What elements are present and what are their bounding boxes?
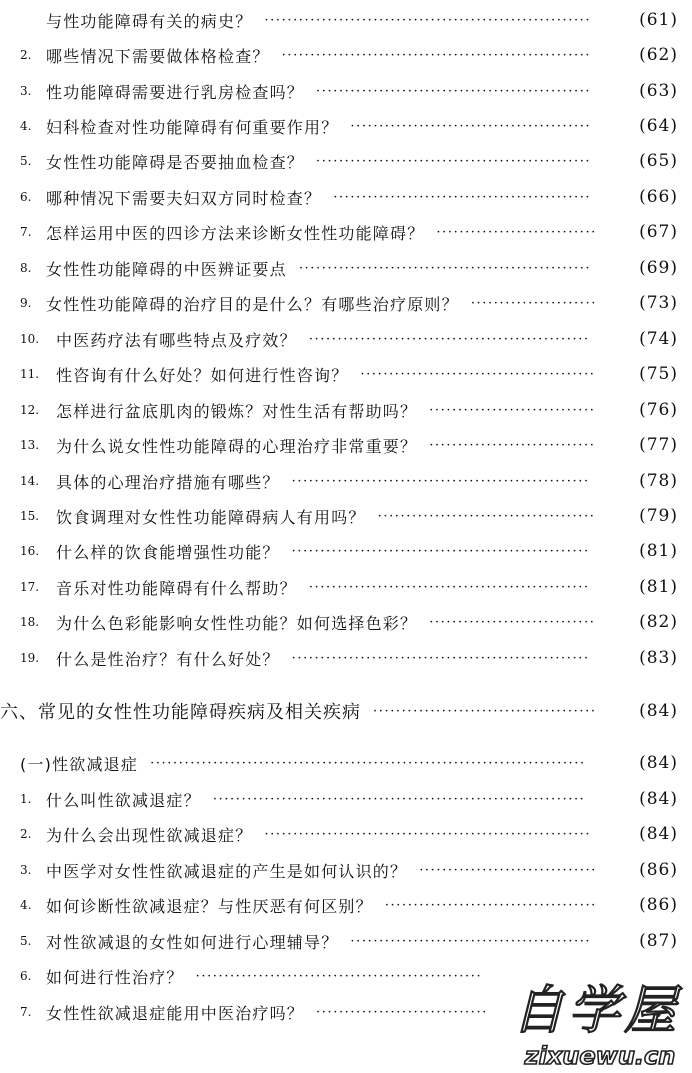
toc-entry-number: 12. (20, 403, 40, 417)
toc-entry-number: 9. (20, 296, 32, 310)
toc-entry[interactable] (0, 927, 678, 955)
toc-entry-title: 为什么色彩能影响女性性功能？如何选择色彩？ (56, 613, 418, 633)
toc-entry-title: 饮食调理对女性性功能障碍病人有用吗？ (56, 507, 366, 527)
toc-subsection-heading[interactable] (0, 749, 678, 777)
toc-entry[interactable] (0, 608, 678, 636)
toc-page-number: (81) (639, 541, 678, 561)
toc-entry-title: 什么是性治疗？有什么好处？ (56, 649, 280, 669)
toc-entry-title: 哪些情况下需要做体格检查？ (46, 46, 270, 66)
toc-entry-number: 5. (20, 154, 32, 168)
watermark-logo (500, 960, 692, 1073)
toc-entry[interactable] (0, 467, 678, 495)
toc-entry[interactable] (0, 820, 678, 848)
toc-page-number: (63) (639, 81, 678, 101)
toc-leader-dots: ··················································· (298, 260, 592, 276)
toc-leader-dots: ···················································· (291, 473, 590, 489)
toc-leader-dots: ······································· (373, 703, 597, 719)
toc-entry-title: 中医学对女性性欲减退症的产生是如何认识的？ (46, 861, 408, 881)
toc-page-number: (79) (639, 506, 678, 526)
toc-entry[interactable] (0, 396, 678, 424)
toc-entry-number: 18. (20, 615, 40, 629)
toc-entry[interactable] (0, 147, 678, 175)
toc-entry-number: 3. (20, 863, 32, 877)
toc-entry-title: 与性功能障碍有关的病史？ (46, 11, 253, 31)
toc-entry-title: 怎样进行盆底肌肉的锻炼？对性生活有帮助吗？ (56, 401, 418, 421)
toc-entry-number: 7. (20, 225, 32, 239)
toc-entry-title: 对性欲减退的女性如何进行心理辅导？ (46, 932, 339, 952)
toc-page-number: (84) (639, 753, 678, 773)
toc-entry-number: 2. (20, 48, 32, 62)
toc-entry-number: 15. (20, 509, 40, 523)
toc-leader-dots: ····························· (429, 402, 596, 418)
toc-entry-title: 妇科检查对性功能障碍有何重要作用？ (46, 117, 339, 137)
toc-entry[interactable] (0, 431, 678, 459)
toc-leader-dots: ····························· (429, 437, 596, 453)
toc-page-number: (64) (639, 116, 678, 136)
toc-entry-number: 19. (20, 651, 40, 665)
toc-entry-number: 2. (20, 827, 32, 841)
toc-entry[interactable] (0, 502, 678, 530)
toc-entry[interactable] (0, 785, 678, 813)
toc-page-number: (62) (639, 45, 678, 65)
toc-leader-dots: ········································· (360, 366, 596, 382)
toc-leader-dots: ······························ (316, 1004, 488, 1020)
toc-leader-dots: ···························· (436, 224, 597, 240)
toc-entry[interactable] (0, 360, 678, 388)
toc-entry-title: 怎样运用中医的四诊方法来诊断女性性功能障碍？ (46, 223, 425, 243)
toc-entry-title: 女性性欲减退症能用中医治疗吗？ (46, 1003, 305, 1023)
toc-leader-dots: ································································· (212, 791, 586, 807)
toc-leader-dots: ······························· (419, 862, 597, 878)
toc-leader-dots: ················································· (308, 579, 590, 595)
toc-page-number: (76) (639, 400, 678, 420)
toc-entry-title: 音乐对性功能障碍有什么帮助？ (56, 578, 297, 598)
toc-entry-title: 什么叫性欲减退症？ (46, 790, 201, 810)
toc-leader-dots: ······················ (470, 295, 597, 311)
toc-entry-number: 16. (20, 544, 40, 558)
toc-page-number: (75) (639, 364, 678, 384)
toc-page-number: (69) (639, 258, 678, 278)
toc-page-number: (82) (639, 612, 678, 632)
toc-leader-dots: ···················································· (291, 650, 590, 666)
toc-entry-number: 4. (20, 898, 32, 912)
toc-leader-dots: ······················································ (281, 47, 592, 63)
toc-page-number: (73) (639, 293, 678, 313)
toc-leader-dots: ······································ (377, 508, 596, 524)
toc-entry-title: 女性性功能障碍的治疗目的是什么？有哪些治疗原则？ (46, 294, 459, 314)
toc-page-number: (74) (639, 329, 678, 349)
toc-page-number: (86) (639, 860, 678, 880)
toc-entry-title: 六、常见的女性性功能障碍疾病及相关疾病 (0, 702, 361, 723)
toc-entry-number: 3. (20, 84, 32, 98)
toc-entry[interactable] (0, 183, 678, 211)
watermark-title: 自学屋 (511, 981, 681, 1041)
toc-leader-dots: ················································ (316, 153, 592, 169)
toc-entry-title: 性咨询有什么好处？如何进行性咨询？ (56, 365, 349, 385)
toc-leader-dots: ············································································ (150, 755, 586, 771)
toc-entry-number: 5. (20, 934, 32, 948)
toc-entry-number: 14. (20, 474, 40, 488)
toc-entry-title: 如何进行性治疗？ (46, 967, 184, 987)
toc-entry[interactable] (0, 112, 678, 140)
toc-entry[interactable] (0, 325, 678, 353)
toc-entry-title: 为什么说女性性功能障碍的心理治疗非常重要？ (56, 436, 418, 456)
toc-leader-dots: ············································· (333, 189, 592, 205)
toc-entry[interactable] (0, 254, 678, 282)
toc-entry-title: 性功能障碍需要进行乳房检查吗？ (46, 82, 305, 102)
watermark-url: zixuewu.cn (524, 1042, 676, 1070)
toc-entry-title: 具体的心理治疗措施有哪些？ (56, 472, 280, 492)
toc-page-number: (84) (639, 789, 678, 809)
toc-entry-number: 4. (20, 119, 32, 133)
toc-leader-dots: ···················································· (291, 543, 590, 559)
toc-page-number: (78) (639, 471, 678, 491)
toc-leader-dots: ·················································· (195, 968, 483, 984)
toc-entry-number: 13. (20, 438, 40, 452)
toc-page-number: (67) (639, 222, 678, 242)
toc-entry-number: 6. (20, 190, 32, 204)
toc-entry[interactable] (0, 644, 678, 672)
toc-entry[interactable] (0, 218, 678, 246)
toc-leader-dots: ················································· (308, 331, 590, 347)
toc-entry-title: 女性性功能障碍的中医辨证要点 (46, 259, 287, 279)
toc-entry[interactable] (0, 537, 678, 565)
toc-page-number: (84) (639, 701, 678, 721)
toc-entry-title: 什么样的饮食能增强性功能？ (56, 542, 280, 562)
toc-entry-number: 8. (20, 261, 32, 275)
toc-page-number: (83) (639, 648, 678, 668)
toc-entry[interactable] (0, 289, 678, 317)
toc-entry[interactable] (0, 856, 678, 884)
toc-section-heading[interactable] (0, 697, 678, 725)
toc-entry[interactable] (0, 6, 678, 34)
toc-entry-title: 为什么会出现性欲减退症？ (46, 825, 253, 845)
toc-entry-title: 女性性功能障碍是否要抽血检查？ (46, 152, 305, 172)
toc-page-number: (66) (639, 187, 678, 207)
toc-leader-dots: ····························· (429, 614, 596, 630)
toc-entry-number: 17. (20, 580, 40, 594)
toc-page-number: (86) (639, 895, 678, 915)
toc-entry-title: 中医药疗法有哪些特点及疗效？ (56, 330, 297, 350)
toc-entry-title: 如何诊断性欲减退症？与性厌恶有何区别？ (46, 896, 373, 916)
toc-leader-dots: ················································ (316, 83, 592, 99)
toc-page-number: (81) (639, 577, 678, 597)
toc-entry-number: 11. (20, 367, 40, 381)
toc-entry-number: 7. (20, 1005, 32, 1019)
toc-entry-title: 哪种情况下需要夫妇双方同时检查？ (46, 188, 322, 208)
toc-leader-dots: ····································· (384, 897, 597, 913)
toc-entry-title: (一)性欲减退症 (20, 754, 139, 774)
toc-page-number: (84) (639, 824, 678, 844)
toc-leader-dots: ························································· (264, 826, 592, 842)
toc-entry[interactable] (0, 891, 678, 919)
toc-entry[interactable] (0, 77, 678, 105)
toc-leader-dots: ·········································· (350, 118, 592, 134)
toc-leader-dots: ························································· (264, 12, 592, 28)
toc-page-number: (61) (639, 10, 678, 30)
toc-page-number: (65) (639, 151, 678, 171)
toc-entry-number: 10. (20, 332, 40, 346)
toc-entry[interactable] (0, 573, 678, 601)
toc-leader-dots: ·········································· (350, 933, 592, 949)
toc-entry[interactable] (0, 41, 678, 69)
toc-entry-number: 1. (20, 792, 32, 806)
toc-entry-number: 6. (20, 969, 32, 983)
toc-page-number: (87) (639, 931, 678, 951)
toc-page-number: (77) (639, 435, 678, 455)
